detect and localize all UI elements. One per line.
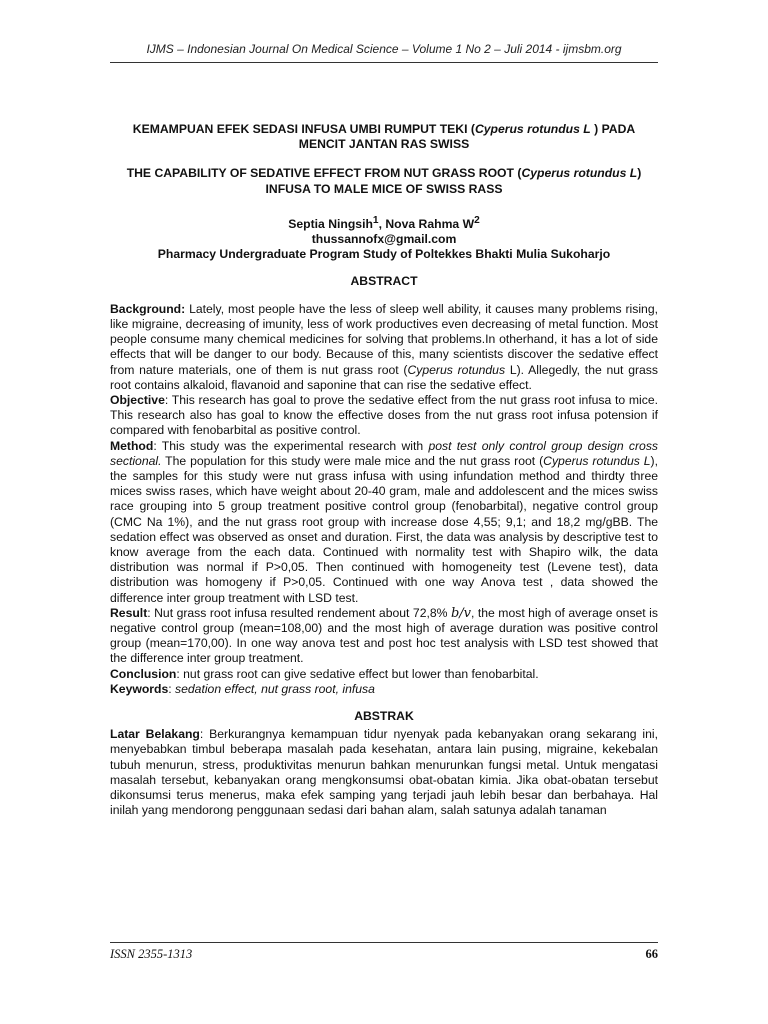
author-affiliation: Pharmacy Undergraduate Program Study of Poltekkes Bhakti Mulia Sukoharjo bbox=[157, 247, 611, 262]
abstract-background: Background: Lately, most people have the less of sleep well ability, it causes many problems rising, like migraine, decreasing of imunity, less of work productives even decreasing of metal function. Most people consume many chemical medicines for solving that problems.In otherhand, it has a lot of side effects that will be danger to our body. Because of this, many scientists discover the sedative effect from nature materials, one of them is nut grass root (Cyperus rotundus L). Allegedly, the nut grass root contains alkaloid, flavanoid and saponine that can rise the sedative effect. bbox=[110, 301, 658, 392]
author-names: Septia Ningsih$^1$, Nova Rahma $W^2$ bbox=[288, 214, 480, 231]
abstrak-latar-belakang: Latar Belakang: Berkurangnya kemampuan tidur nyenyak pada kebanyakan orang sekarang ini, menyebabkan timbul beberapa masalah pada kesehatan, antara lain pusing, migraine, kekebalan tubuh menurun, stress, produktivitas menurun bahkan menurunkan fungsi metal. Untuk mengatasi masalah tersebut, kebanyakan orang mengkonsumsi obat-obatan kimia. Jika obat-obatan tersebut dikonsumsi terus menerus, maka efek samping yang terjadi jauh lebih besar dan berbahaya. Hal inilah yang mendorong penggunaan sedasi dari bahan alam, salah satunya adalah tanaman bbox=[110, 727, 658, 818]
title-indonesian: KEMAMPUAN EFEK SEDASI INFUSA UMBI RUMPUT TEKI (Cyperus rotundus L ) PADA MENCIT JANTAN RAS SWISS bbox=[132, 122, 636, 152]
header-rule bbox=[110, 62, 658, 63]
footer-rule bbox=[110, 942, 658, 943]
abstract-heading: ABSTRACT bbox=[350, 274, 418, 289]
abstract-method: Method: This study was the experimental research with post test only control group design cross sectional. The population for this study were male mice and the nut grass root (Cyperus rotundus L), the samples for this study were nut grass infusa with using infundation method and thirdty three mices swiss rases, which have weight about 20-40 gram, male and addolescent and the mices swiss race grouping into 5 group treatment positive control group (fenobarbital), negative control group (CMC Na 1%), and the nut grass root group with increase dose 4,55; 9,1; and 18,2 mg/gBB. The sedation effect was observed as onset and duration. First, the data was analysis by descriptive test to know average from the each data. Continued with normality test with Shapiro wilk, the data distribution was normal if P>0,05. Then continued with homogeneity test (Levene test), data distribution was homogeny if P>0,05. Continued with one way Anova test , data showed the difference inter group treatment with LSD test. bbox=[110, 438, 659, 605]
abstract-result: Result: Nut grass root infusa resulted rendement about 72,8% b/v, the most high of average onset is negative control group (mean=108,00) and the most high of average duration was positive control group (mean=170,00). In one way anova test and post hoc test analysis with LSD test showed that the difference inter group treatment. bbox=[110, 605, 658, 666]
fraction-b-over-v: b/v bbox=[450, 605, 471, 621]
author-block bbox=[110, 213, 658, 263]
title-indonesian-species: Cyperus rotundus L bbox=[474, 122, 591, 136]
journal-header: IJMS – Indonesian Journal On Medical Science – Volume 1 No 2 – Juli 2014 - ijmsbm.org bbox=[146, 42, 622, 56]
abstract-conclusion: Conclusion: nut grass root can give sedative effect but lower than fenobarbital. bbox=[110, 666, 539, 681]
page-number: 66 bbox=[645, 947, 658, 961]
abstract-objective: Objective: This research has goal to prove the sedative effect from the nut grass root infusa to mice. This research also has goal to know the effective doses from the nut grass root infusa potension if compared with fenobarbital as positive control. bbox=[110, 392, 658, 438]
abstrak-heading: ABSTRAK bbox=[354, 708, 414, 723]
author-email: thussannofx@gmail.com bbox=[311, 232, 457, 247]
abstract-keywords: Keywords: sedation effect, nut grass root, infusa bbox=[110, 681, 375, 696]
issn-label: ISSN 2355-1313 bbox=[110, 947, 193, 961]
title-english: THE CAPABILITY OF SEDATIVE EFFECT FROM NUT GRASS ROOT (Cyperus rotundus L) INFUSA TO MALE MICE OF SWISS RASS bbox=[126, 166, 642, 196]
paper-body bbox=[110, 122, 658, 818]
title-english-species: Cyperus rotundus L bbox=[521, 166, 638, 181]
page-footer bbox=[110, 947, 658, 962]
